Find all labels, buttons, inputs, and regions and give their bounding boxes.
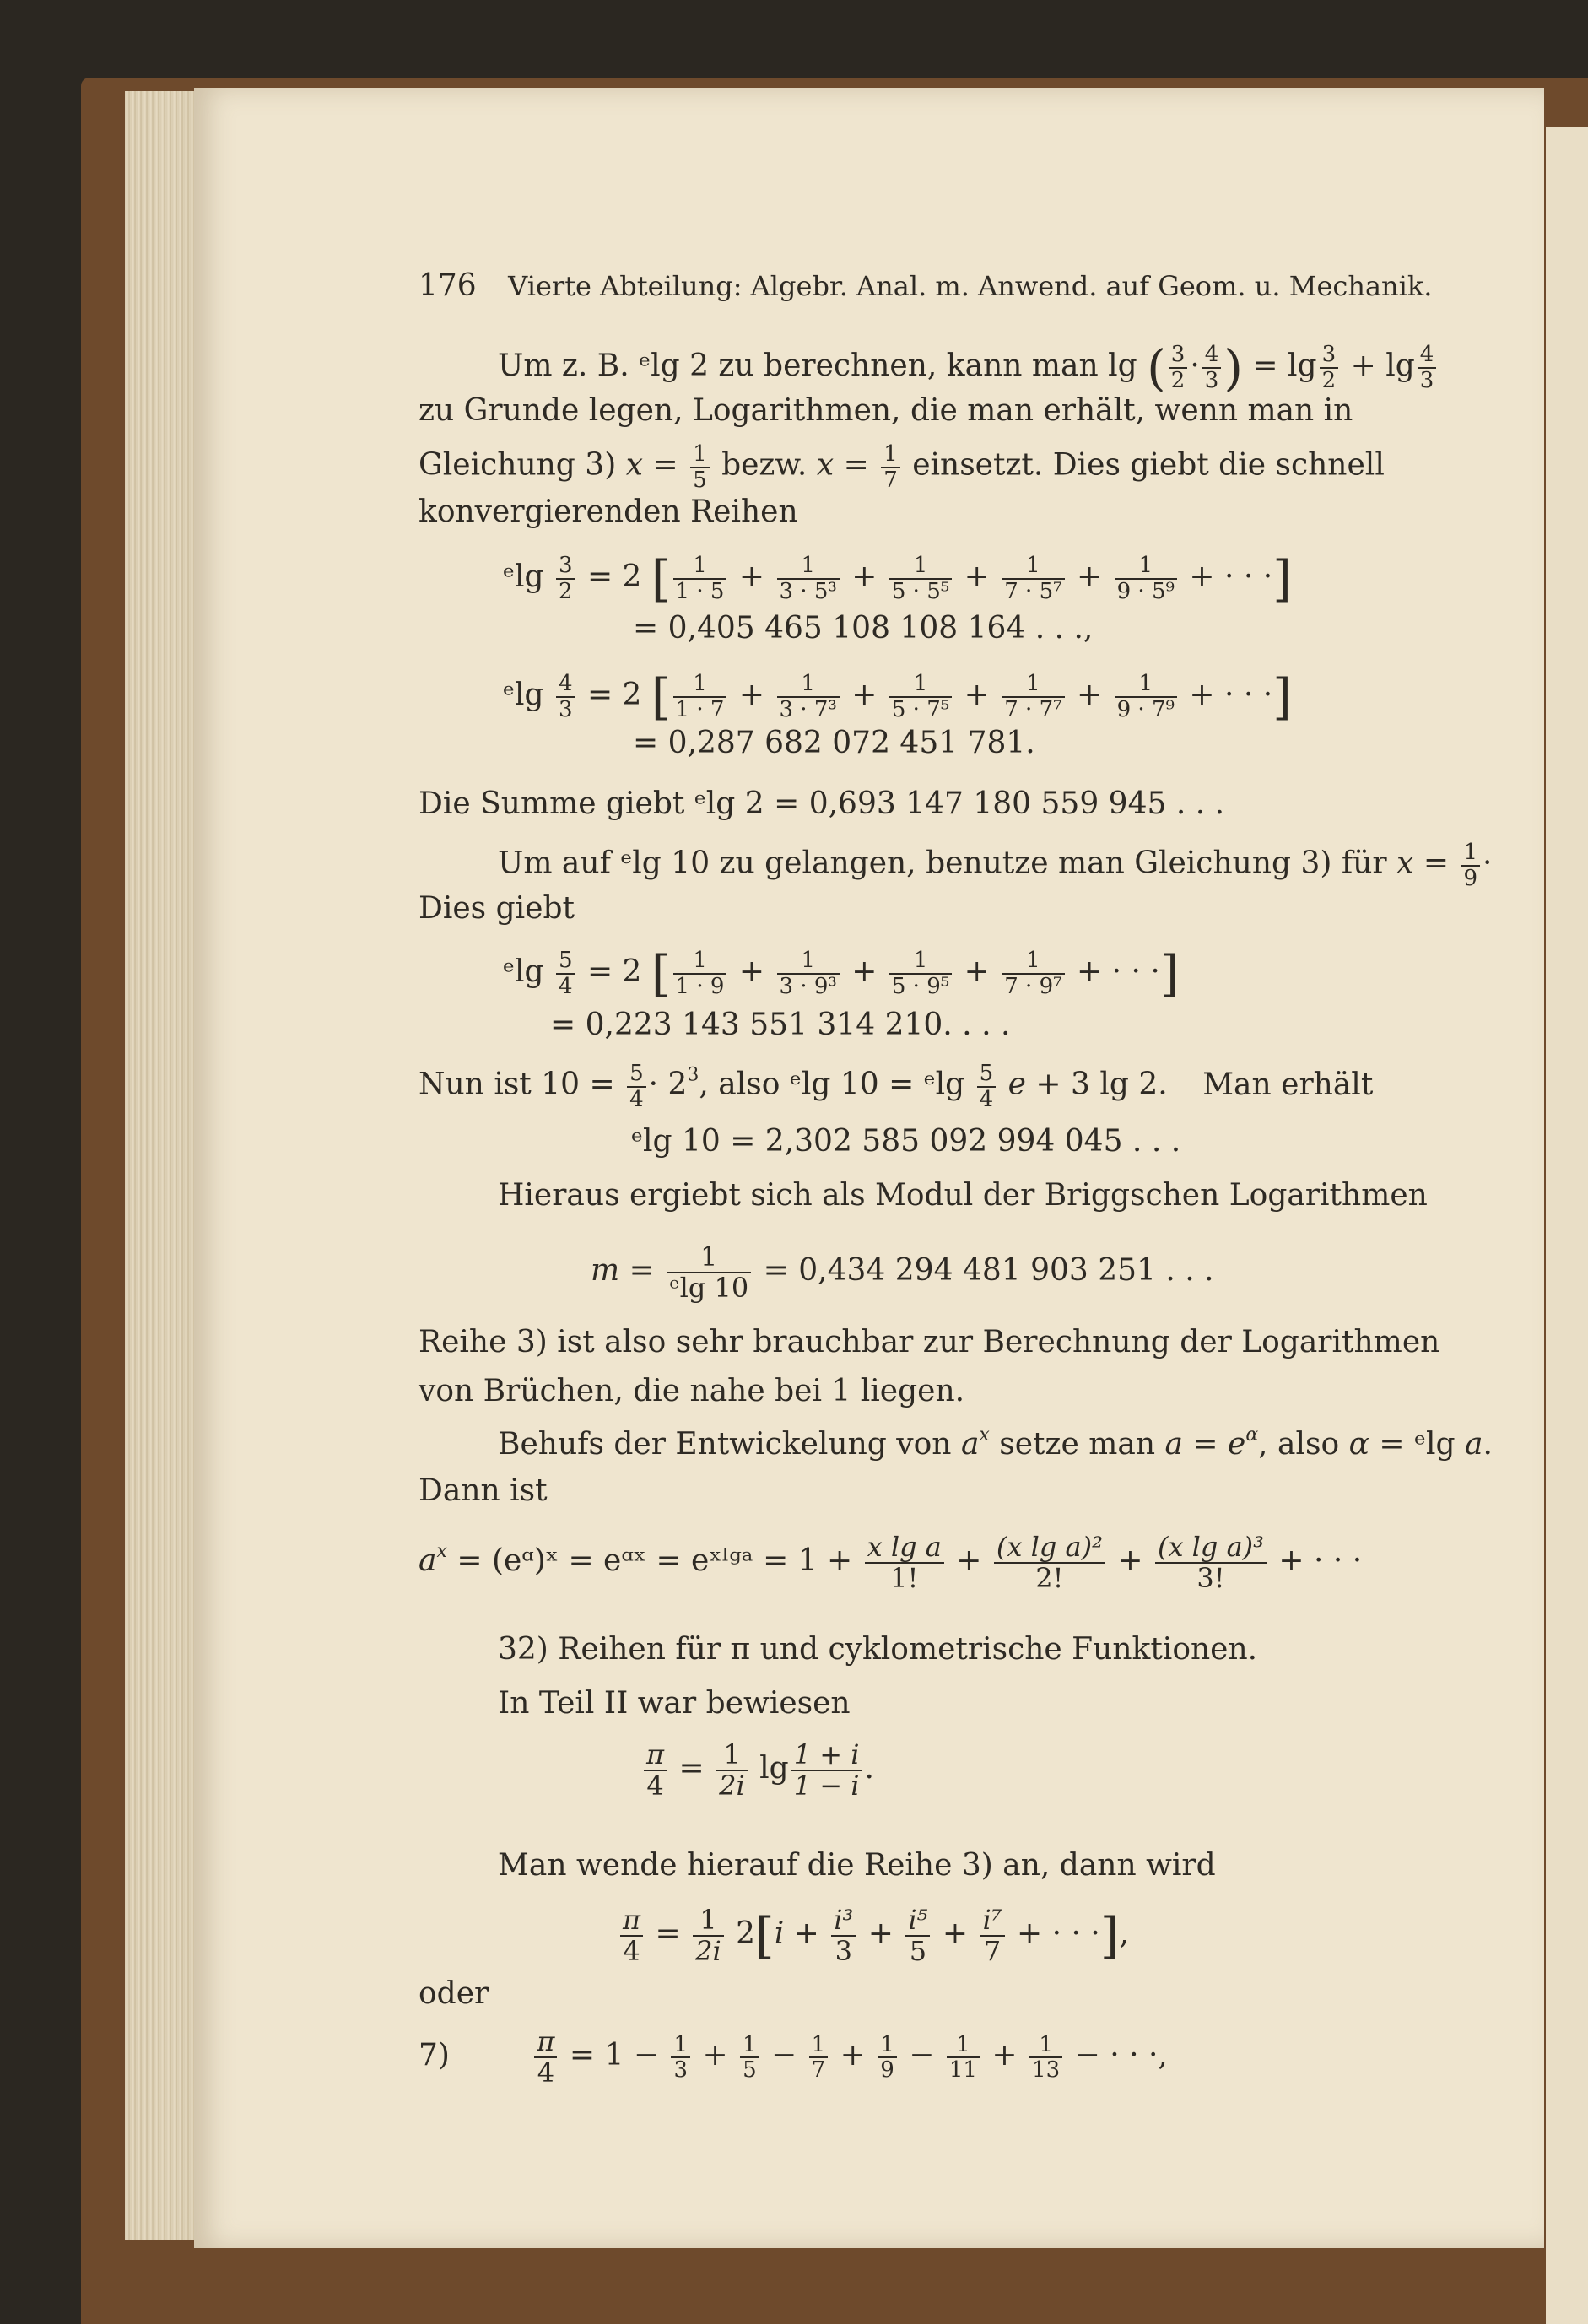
series-4-3: ᵉlg $\frac{4}{3}$ = 2 [ $\frac{1}{1 \cdot 7}$ + $\frac{1}{\text{3 · 7³}}$ + $\frac{1}{\text{5 · 7⁵}}$ + $\frac{1}{\text{7 · 7⁷}}$ + $\frac{1}{\text{9 · 7⁹}}$ + · · ·] (503, 668, 1292, 726)
text: Gleichung 3) (419, 447, 626, 483)
equation-7: 7) $\frac{\pi}{4}$ = 1 − $\frac{1}{3}$ + $\frac{1}{5}$ − $\frac{1}{7}$ + $\frac{1}{9}$ − $\frac{1}{11}$ + $\frac{1}{13}$ − · · ·, (419, 2025, 1168, 2089)
bracket: [ (651, 668, 671, 726)
fraction: $\frac{\text{i⁵}}{5}$ (905, 1905, 930, 1966)
bracket: [ (651, 945, 671, 1003)
text: Um z. B. (498, 349, 640, 383)
fraction: $\frac{\pi}{4}$ (534, 2027, 557, 2088)
fraction: $\frac{1}{7}$ (881, 442, 900, 492)
fraction: $\frac{3}{2}$ (556, 554, 575, 603)
math: ᵉlg 2 = 0,693 147 180 559 945 . . . (694, 786, 1225, 821)
fraction: $\frac{5}{4}$ (977, 1062, 997, 1111)
running-head (419, 268, 1432, 303)
text-line-13: In Teil II war bewiesen (498, 1686, 851, 1721)
fraction: $\frac{1}{2i}$ (716, 1740, 748, 1801)
text-sum (419, 786, 1224, 821)
fraction: $\frac{\text{x lg a}}{1!}$ (865, 1532, 944, 1593)
text-line-7: Nun ist 10 = $\frac{5}{4}$ · $2^3$, also ᵉlg 10 = ᵉlg $\frac{5}{4}$ e + 3 lg 2. Man erhält (419, 1061, 1374, 1112)
bracket: ] (1159, 945, 1180, 1003)
fraction: $\frac{1}{2i}$ (693, 1905, 724, 1966)
fraction: $\frac{\pi}{4}$ (644, 1740, 667, 1801)
exp-series: $a^x$ = (eᵅ)ˣ = eᵅˣ = eˣˡᵍᵃ = 1 + $\frac{\text{x lg a}}{1!}$ + $\frac{\text{(x lg a)²}}{2!}$ + $\frac{\text{(x lg a)³}}{3!}$ + · · · (419, 1531, 1363, 1595)
text-line-5: Um auf ᵉlg 10 zu gelangen, benutze man Gleichung 3) für x = $\frac{1}{9}$ · (498, 840, 1493, 891)
fraction: $\frac{\text{i³}}{3}$ (831, 1905, 856, 1966)
fraction: $\frac{4}{3}$ (556, 672, 575, 722)
text-line-9: Reihe 3) ist also sehr brauchbar zur Berechnung der Logarithmen (419, 1325, 1440, 1359)
math: ᵉlg 10 (620, 846, 710, 881)
fraction: $\frac{4}{3}$ (1418, 343, 1437, 392)
bracket: ] (1272, 550, 1292, 608)
fraction: $\frac{3}{2}$ (1320, 343, 1339, 392)
fraction: $\frac{5}{4}$ (627, 1062, 646, 1111)
section-heading: 32) Reihen für π und cyklometrische Funktionen. (498, 1632, 1258, 1667)
fraction: $\frac{1}{\text{ᵉlg 10}}$ (667, 1242, 751, 1303)
fraction: $\frac{5}{4}$ (556, 949, 575, 998)
value-lg10: ᵉlg 10 = 2,302 585 092 994 045 . . . (631, 1124, 1181, 1159)
text-line-12: Dann ist (419, 1473, 548, 1508)
text: Die Summe giebt (419, 786, 694, 821)
value-4-3: = 0,287 682 072 451 781. (633, 726, 1035, 760)
text: zu gelangen, benutze man Gleichung 3) für (710, 846, 1397, 881)
bracket: ] (1272, 668, 1292, 726)
fraction: $\frac{\text{(x lg a)²}}{2!}$ (994, 1532, 1105, 1593)
text: Um auf (498, 846, 621, 881)
text-line-8: Hieraus ergiebt sich als Modul der Briggschen Logarithmen (498, 1178, 1428, 1213)
math: + lg (1350, 349, 1415, 383)
text: , also (699, 1067, 790, 1102)
pi-formula-1: $\frac{\pi}{4}$ = $\frac{1}{2i}$ lg $\frac{1 + i}{1 - i}$ . (641, 1740, 874, 1801)
text-line-11: Behufs der Entwickelung von $a^x$ setze man $a = e^\alpha$, also α = ᵉlg a. (498, 1424, 1493, 1462)
text: , also (1258, 1427, 1349, 1462)
bracket: [ (755, 1907, 775, 1965)
page-number: 176 (419, 268, 477, 303)
bracket: ( (1147, 339, 1166, 397)
math: = lg (1252, 349, 1317, 383)
value-3-2: = 0,405 465 108 108 164 . . ., (633, 611, 1094, 646)
fraction: $\frac{1 + i}{1 - i}$ (791, 1740, 862, 1801)
fraction: $\frac{1}{9}$ (1461, 840, 1480, 890)
bracket: [ (651, 550, 671, 608)
fraction: $\frac{\text{i⁷}}{7}$ (980, 1905, 1005, 1966)
var: x (816, 447, 835, 483)
text-line-10: von Brüchen, die nahe bei 1 liegen. (419, 1374, 965, 1408)
text-line-3: Gleichung 3) x = $\frac{1}{5}$ bezw. x = $\frac{1}{7}$ einsetzt. Dies giebt die schnell (419, 441, 1385, 493)
value-5-4: = 0,223 143 551 314 210. . . . (550, 1008, 1011, 1042)
page-edges (125, 91, 196, 2240)
running-title: Vierte Abteilung: Algebr. Anal. m. Anwend. auf Geom. u. Mechanik. (508, 270, 1433, 302)
fraction: $\frac{\text{(x lg a)³}}{3!}$ (1155, 1532, 1267, 1593)
bracket: ] (1099, 1907, 1120, 1965)
series-3-2: ᵉlg $\frac{3}{2}$ = 2 [ $\frac{1}{1 \cdot 5}$ + $\frac{1}{\text{3 · 5³}}$ + $\frac{1}{\text{5 · 5⁵}}$ + $\frac{1}{\text{7 · 5⁷}}$ + $\frac{1}{\text{9 · 5⁹}}$ + · · ·] (503, 550, 1292, 608)
text-line-6: Dies giebt (419, 891, 575, 926)
fraction: $\frac{3}{2}$ (1169, 343, 1188, 392)
math: ᵉlg 2 (639, 349, 709, 383)
text: Man erhält (1202, 1067, 1374, 1102)
facing-page-edge (1546, 127, 1588, 2324)
text-line-4: konvergierenden Reihen (419, 495, 798, 529)
text: bezw. (711, 447, 817, 483)
book-page (194, 88, 1544, 2248)
text-oder: oder (419, 1976, 489, 2011)
text: zu berechnen, kann man lg (708, 349, 1137, 383)
text-line-14: Man wende hierauf die Reihe 3) an, dann wird (498, 1848, 1216, 1883)
text: Nun ist 10 = (419, 1067, 625, 1102)
series-5-4: ᵉlg $\frac{5}{4}$ = 2 [ $\frac{1}{1 \cdot 9}$ + $\frac{1}{\text{3 · 9³}}$ + $\frac{1}{\text{5 · 9⁵}}$ + $\frac{1}{\text{7 · 9⁷}}$ + · · ·] (503, 945, 1180, 1003)
fraction: $\frac{1}{5}$ (690, 442, 710, 492)
equation-number: 7) (419, 2038, 450, 2073)
text: einsetzt. Dies giebt die schnell (902, 447, 1385, 483)
text-line-1: Um z. B. ᵉlg 2 zu berechnen, kann man lg ( $\frac{3}{2}$ · $\frac{4}{3}$ ) = lg $\frac{3}{2}$ + lg $\frac{4}{3}$ (498, 339, 1439, 397)
pi-formula-2: $\frac{\pi}{4}$ = $\frac{1}{2i}$ 2[i + $\frac{\text{i³}}{3}$ + $\frac{\text{i⁵}}{5}$ + $\frac{\text{i⁷}}{7}$ + · · ·], (618, 1905, 1129, 1966)
text: setze man (989, 1427, 1165, 1462)
var: x (625, 447, 644, 483)
fraction: $\frac{4}{3}$ (1202, 343, 1222, 392)
modulus-formula: m = $\frac{1}{\text{ᵉlg 10}}$ = 0,434 294 481 903 251 . . . (591, 1240, 1214, 1305)
fraction: $\frac{\pi}{4}$ (620, 1905, 643, 1966)
text: Behufs der Entwickelung von (498, 1427, 961, 1462)
text-line-2: zu Grunde legen, Logarithmen, die man erhält, wenn man in (419, 393, 1353, 428)
bracket: ) (1223, 339, 1243, 397)
